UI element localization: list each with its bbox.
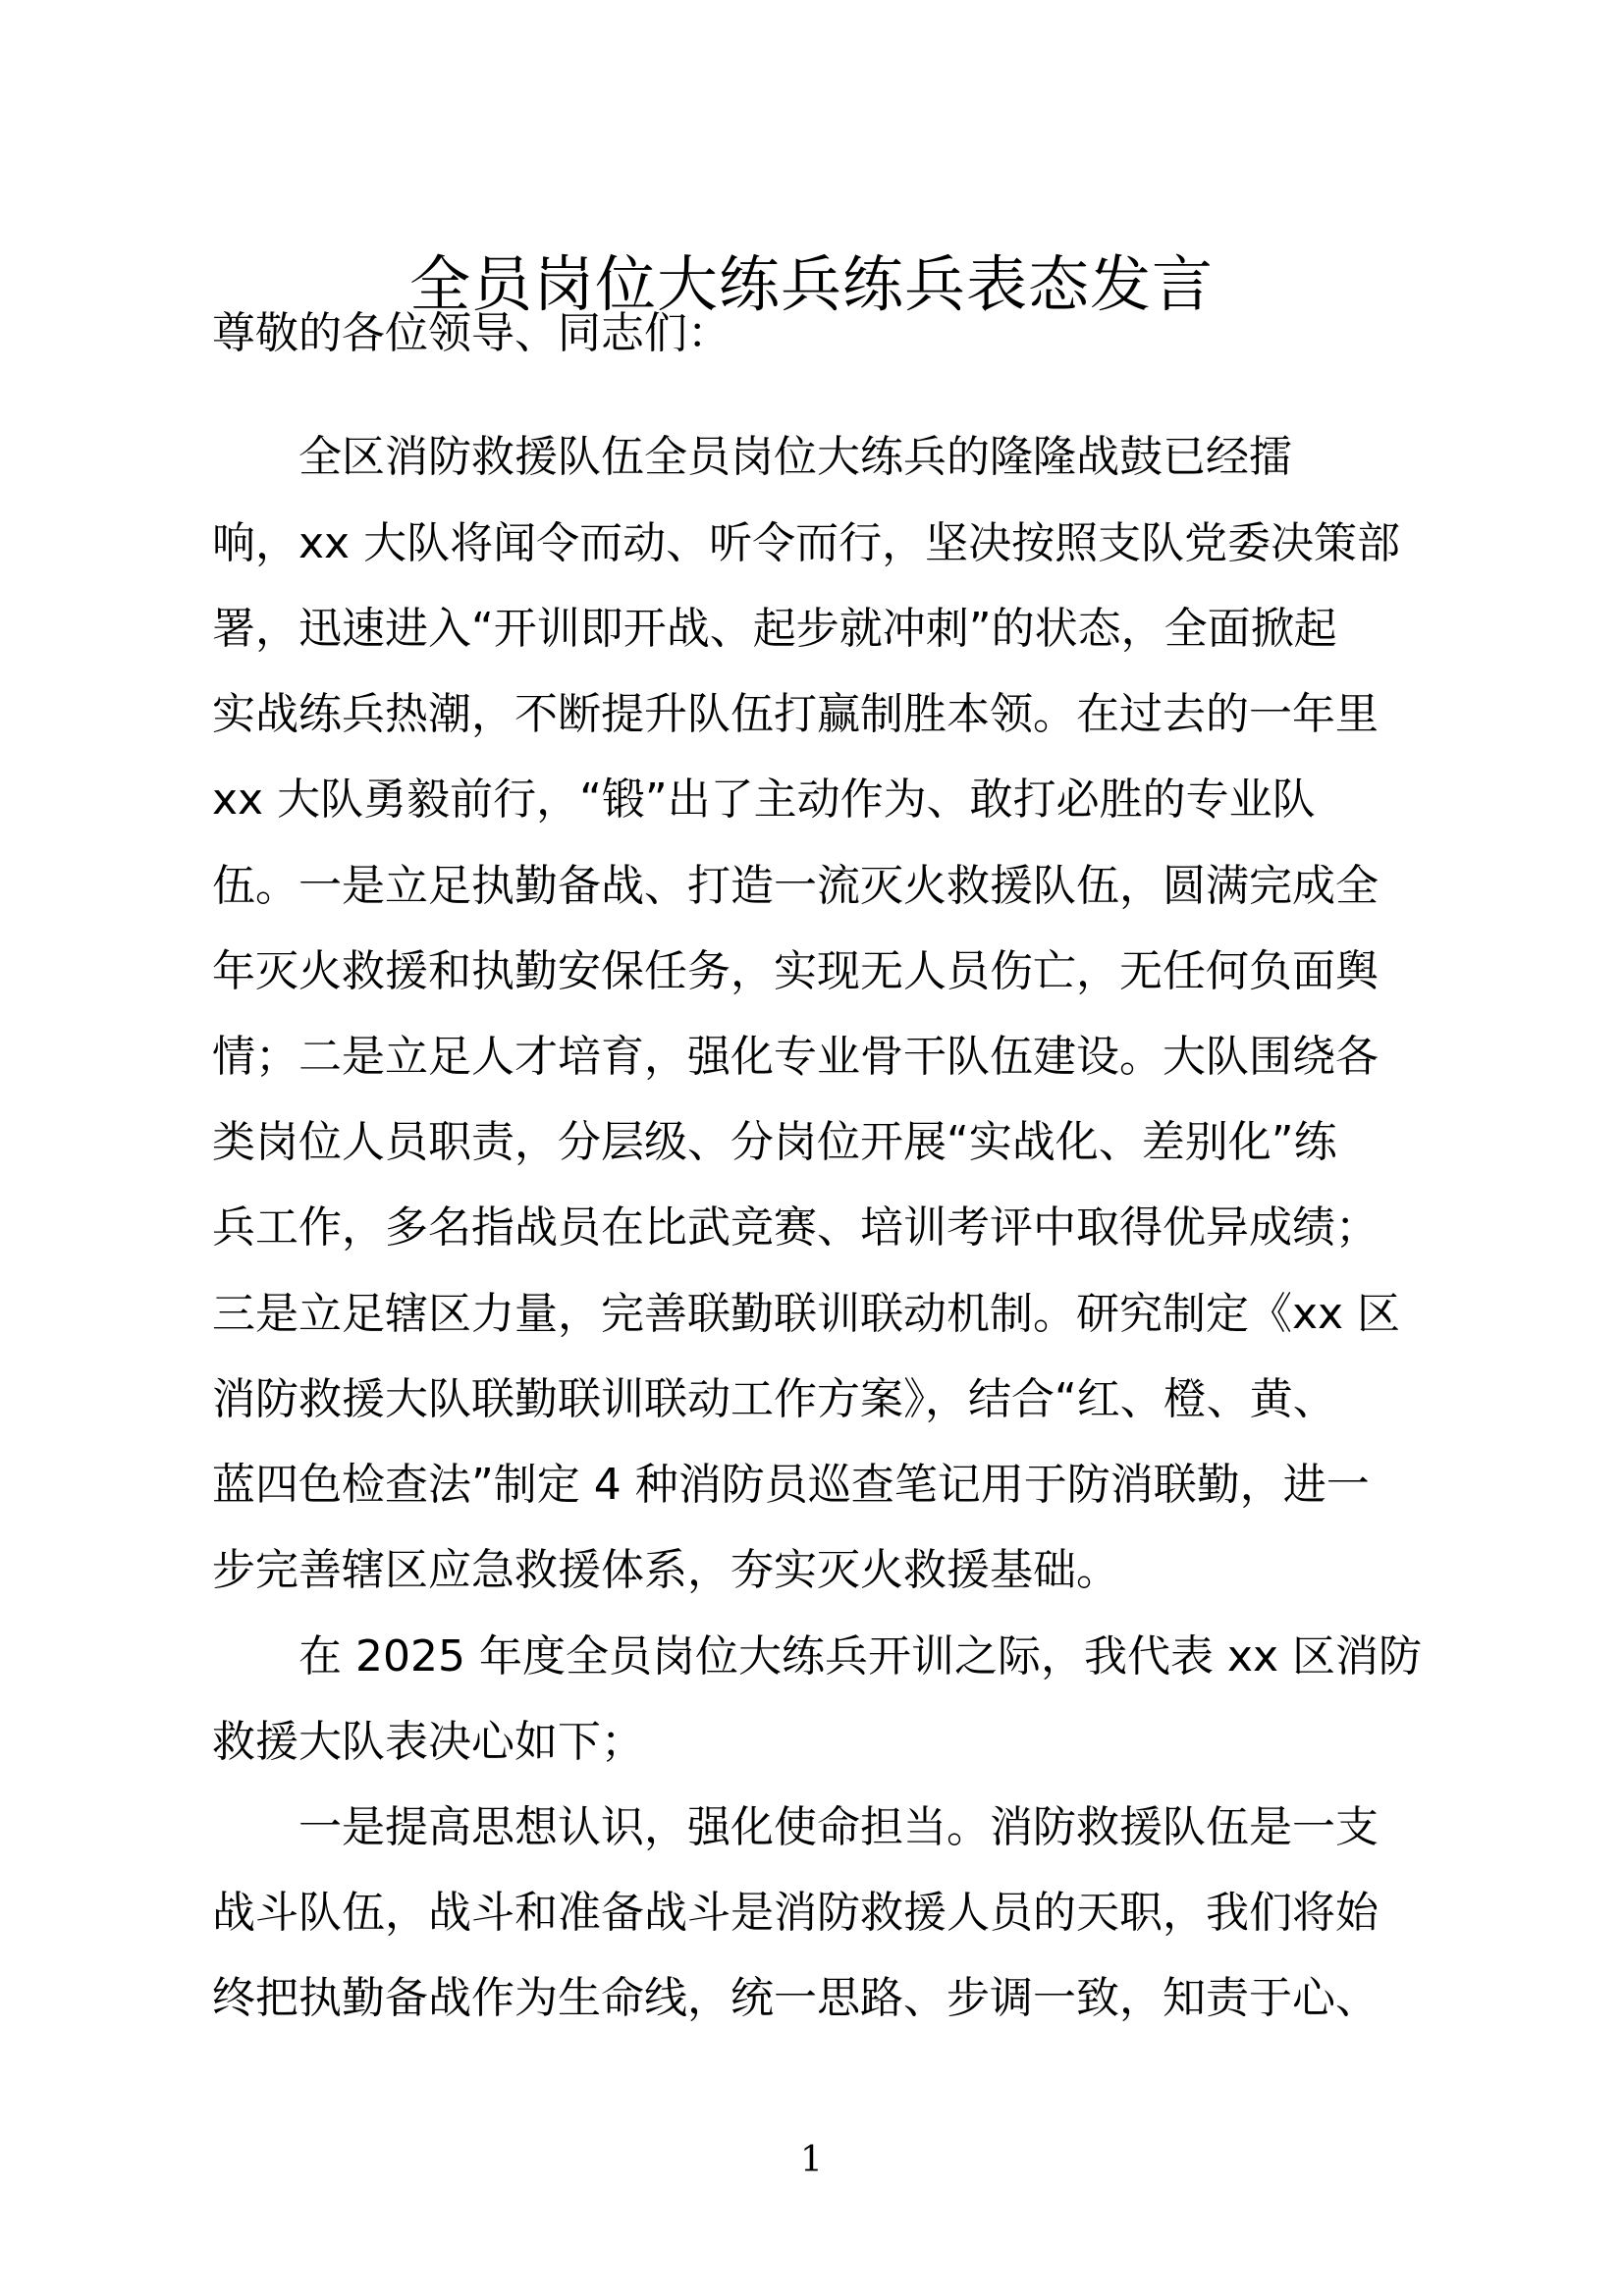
salutation-line: 尊敬的各位领导、同志们： [212,308,730,358]
body-line: 消防救援大队联勤联训联动工作方案》，结合“红、橙、黄、 [212,1374,1336,1424]
page-number: 1 [800,2140,823,2180]
body-line: 伍。一是立足执勤备战、打造一流灭火救援队伍，圆满完成全 [212,861,1379,911]
body-line: 三是立足辖区力量，完善联勤联训联动机制。研究制定《xx 区 [212,1289,1401,1339]
body-line: 战斗队伍，战斗和准备战斗是消防救援人员的天职，我们将始 [212,1888,1379,1938]
body-line: 兵工作，多名指战员在比武竞赛、培训考评中取得优异成绩； [212,1202,1379,1253]
body-line: 实战练兵热潮，不断提升队伍打赢制胜本领。在过去的一年里 [212,689,1379,739]
body-line: 全区消防救援队伍全员岗位大练兵的隆隆战鼓已经擂 [212,432,1292,482]
body-line: 救援大队表决心如下； [212,1717,644,1767]
body-line: 一是提高思想认识，强化使命担当。消防救援队伍是一支 [212,1802,1379,1852]
body-line: 蓝四色检查法”制定 4 种消防员巡查笔记用于防消联勤，进一 [212,1460,1370,1510]
body-line: 终把执勤备战作为生命线，统一思路、步调一致，知责于心、 [212,1973,1379,2023]
body-line: xx 大队勇毅前行，“锻”出了主动作为、敢打必胜的专业队 [212,774,1316,825]
body-line: 年灭火救援和执勤安保任务，实现无人员伤亡，无任何负面舆 [212,946,1379,996]
body-line: 署，迅速进入“开训即开战、起步就冲刺”的状态，全面掀起 [212,604,1337,654]
body-line: 在 2025 年度全员岗位大练兵开训之际，我代表 xx 区消防 [212,1631,1422,1682]
body-line: 步完善辖区应急救援体系，夯实灭火救援基础。 [212,1545,1119,1595]
body-line: 响，xx 大队将闻令而动、听令而行，坚决按照支队党委决策部 [212,518,1401,568]
document-title: 全员岗位大练兵练兵表态发言 [408,248,1214,320]
body-line: 情；二是立足人才培育，强化专业骨干队伍建设。大队围绕各 [212,1032,1379,1082]
body-line: 类岗位人员职责，分层级、分岗位开展“实战化、差别化”练 [212,1117,1337,1167]
